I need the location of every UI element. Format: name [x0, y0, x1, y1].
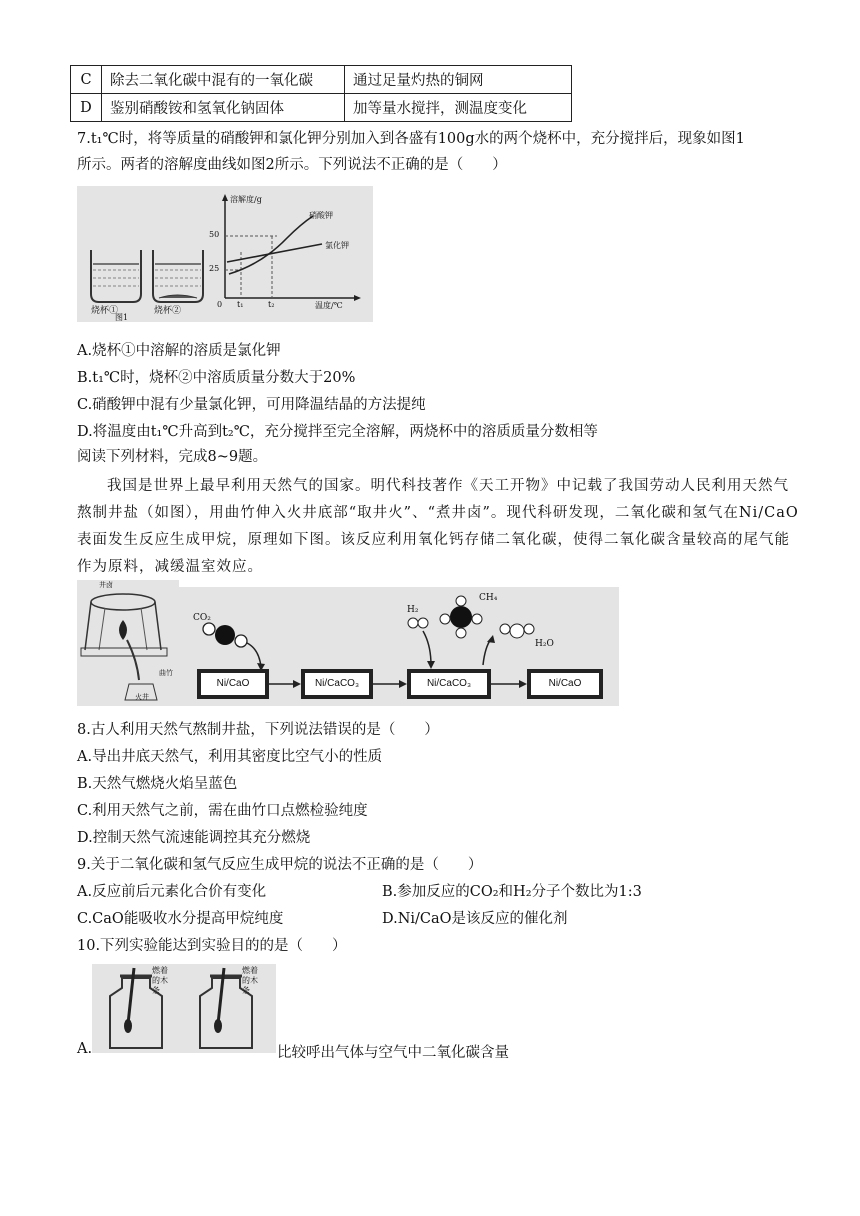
product-arrow: [483, 639, 491, 665]
table-row: [71, 66, 572, 94]
co2-oxygen-atom: [235, 635, 247, 647]
q7-option-a: A.烧杯①中溶解的溶质是氯化钾: [77, 343, 281, 359]
h2-atom: [408, 618, 418, 628]
h2o-atom: [500, 624, 510, 634]
h2-label: H₂: [407, 605, 419, 615]
beaker-1-outline: [91, 250, 141, 302]
table-cell-key: C: [71, 66, 102, 94]
well-top: [91, 594, 155, 610]
reaction-process-figure: [179, 587, 619, 706]
well-label: 井卤: [99, 581, 113, 589]
q10-stem: 10.下列实验能达到实验目的的是（ ）: [77, 938, 347, 954]
fire-well-label: 火井: [135, 693, 149, 701]
h2o-label: H₂O: [535, 639, 554, 649]
box-3-label: Ni/CaCO₃: [426, 678, 472, 689]
q7-option-d: D.将温度由t₁℃升高到t₂℃，充分搅拌至完全溶解，两烧杯中的溶质质量分数相等: [77, 424, 598, 440]
ch4-label: CH₄: [479, 593, 498, 603]
box-1-label: Ni/CaO: [216, 678, 250, 689]
salt-well-svg: [77, 580, 179, 706]
curve-label-potassium-nitrate: 硝酸钾: [309, 211, 333, 220]
well-base: [81, 648, 167, 656]
flame-icon: [119, 620, 127, 640]
q7-stem-line2: 所示。两者的溶解度曲线如图2所示。下列说法不正确的是（ ）: [77, 157, 507, 173]
q9-option-b: B.参加反应的CO₂和H₂分子个数比为1:3: [382, 884, 642, 900]
q9-option-c: C.CaO能吸收水分提高甲烷纯度: [77, 911, 284, 927]
box-4-label: Ni/CaO: [548, 678, 582, 689]
h2-arrow: [423, 631, 431, 665]
ch4-h-atom: [440, 614, 450, 624]
table-cell: 通过足量灼热的铜网: [345, 66, 572, 94]
ch4-h-atom: [456, 596, 466, 606]
h2o-atom: [510, 624, 524, 638]
curve-label-potassium-chloride: 氯化钾: [325, 241, 349, 250]
q7-stem-line1: 7.t₁℃时，将等质量的硝酸钾和氯化钾分别加入到各盛有100g水的两个烧杯中，充分搅拌后，现象如图1: [77, 131, 745, 147]
q10-option-a-letter: A.: [77, 1041, 93, 1057]
ytick-25: 25: [209, 264, 220, 273]
flame-icon: [124, 1019, 132, 1033]
passage-line-4: 作为原料，减缓温室效应。: [77, 559, 263, 575]
flame-icon: [214, 1019, 222, 1033]
ch4-h-atom: [456, 628, 466, 638]
beaker-1-label: 烧杯①: [91, 306, 119, 316]
q8-stem: 8.古人利用天然气熬制井盐，下列说法错误的是（ ）: [77, 722, 439, 738]
table-cell: 除去二氧化碳中混有的一氧化碳: [102, 66, 345, 94]
q9-option-a: A.反应前后元素化合价有变化: [77, 884, 267, 900]
table-cell: 鉴别硝酸铵和氢氧化钠固体: [102, 94, 345, 122]
q7-option-c: C.硝酸钾中混有少量氯化钾，可用降温结晶的方法提纯: [77, 397, 426, 413]
y-axis-label: 溶解度/g: [230, 195, 262, 204]
passage-line-3: 表面发生反应生成甲烷，原理如下图。该反应利用氧化钙存储二氧化碳，使得二氧化碳含量较高的尾气能: [77, 532, 790, 548]
h2o-atom: [524, 624, 534, 634]
options-table: [70, 65, 572, 122]
q8-option-d: D.控制天然气流速能调控其充分燃烧: [77, 830, 311, 846]
beaker-2-undissolved-solid: [159, 295, 197, 298]
bamboo-pipe: [127, 640, 139, 680]
q9-stem: 9.关于二氧化碳和氢气反应生成甲烷的说法不正确的是（ ）: [77, 857, 483, 873]
reading-intro: 阅读下列材料，完成8~9题。: [77, 449, 268, 465]
q7-figure: [77, 186, 373, 322]
q9-option-d: D.Ni/CaO是该反应的催化剂: [382, 911, 568, 927]
curve-potassium-nitrate: [229, 216, 313, 274]
passage-line-1: 我国是世界上最早利用天然气的国家。明代科技著作《天工开物》中记载了我国劳动人民利用天然气: [107, 478, 789, 494]
ch4-h-atom: [472, 614, 482, 624]
table-row: [71, 94, 572, 122]
co2-oxygen-atom: [203, 623, 215, 635]
bamboo-label: 曲竹: [159, 669, 173, 677]
q10-option-a-text: 比较呼出气体与空气中二氧化碳含量: [277, 1045, 509, 1061]
x-axis-label: 温度/℃: [315, 301, 343, 310]
ytick-50: 50: [209, 230, 220, 239]
q10-figure: [92, 964, 276, 1053]
origin-label: 0: [217, 300, 223, 309]
table-cell: 加等量水搅拌，测温度变化: [345, 94, 572, 122]
ch4-carbon-atom: [450, 606, 472, 628]
bottle-2-label: 燃着的木条: [242, 966, 258, 995]
co2-carbon-atom: [215, 625, 235, 645]
salt-well-figure: [77, 580, 179, 706]
box-2-label: Ni/CaCO₃: [314, 678, 360, 689]
table-cell-key: D: [71, 94, 102, 122]
xtick-t1: t₁: [237, 300, 244, 309]
beaker-2-outline: [153, 250, 203, 302]
figure-1-caption: 图1: [115, 313, 129, 322]
q7-option-b: B.t₁℃时，烧杯②中溶质质量分数大于20%: [77, 370, 356, 386]
bottle-1-label: 燃着的木条: [152, 966, 168, 995]
q8-option-c: C.利用天然气之前，需在曲竹口点燃检验纯度: [77, 803, 368, 819]
co2-label: CO₂: [193, 613, 211, 623]
q8-option-b: B.天然气燃烧火焰呈蓝色: [77, 776, 238, 792]
h2-atom: [418, 618, 428, 628]
q8-option-a: A.导出井底天然气，利用其密度比空气小的性质: [77, 749, 383, 765]
xtick-t2: t₂: [268, 300, 275, 309]
beaker-2-label: 烧杯②: [154, 306, 182, 316]
passage-line-2: 熬制井盐（如图），用曲竹伸入火井底部“取井火”、“煮井卤”。现代科研发现，二氧化碳和氢气在Ni/CaO: [77, 505, 799, 521]
